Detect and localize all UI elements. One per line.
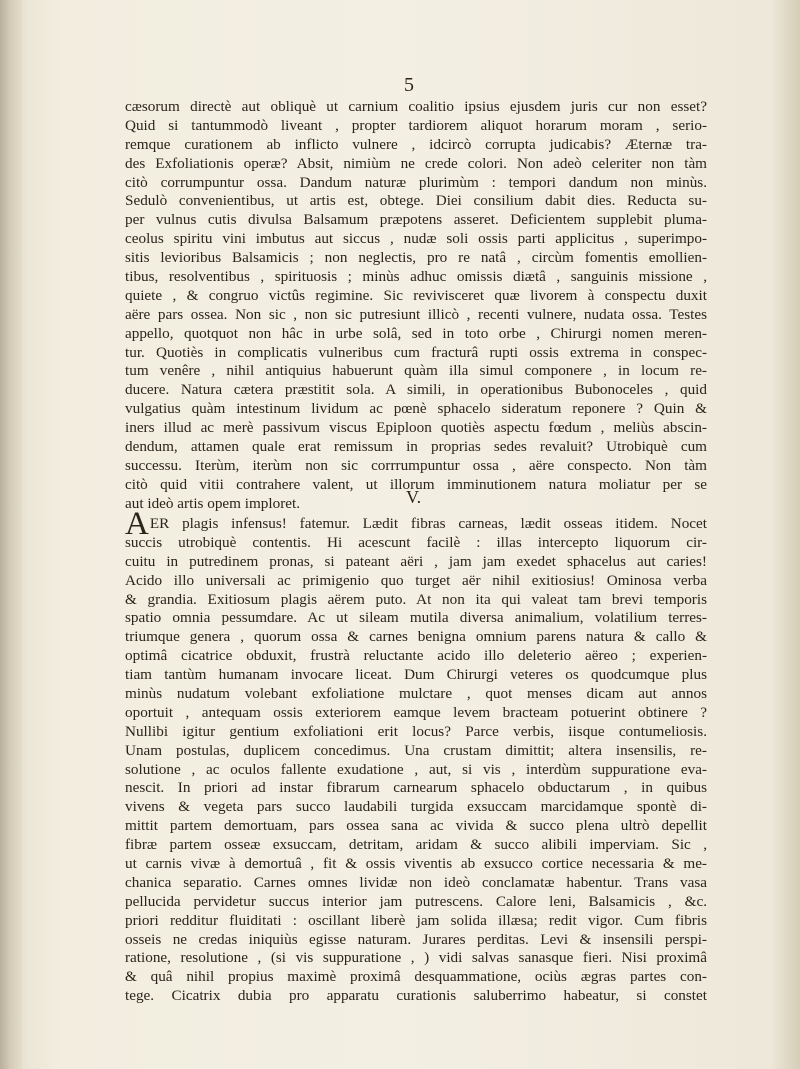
text-line: quiete , & congruo victûs regimine. Sic revivisceret quæ livorem à conspectu duxit <box>125 286 707 304</box>
paragraph-section-4-continued <box>125 98 707 514</box>
text-line: aëre pars ossea. Non sic , non sic putresiunt illicò , recenti vulnere, nudata ossa. Testes <box>125 305 707 323</box>
text-line: Unam postulas, duplicem concedimus. Una crustam dimittit; altera insensilis, re- <box>125 741 707 759</box>
text-line: appello, quotquot non hâc in urbe solâ, sed in toto orbe , Chirurgi nomen meren- <box>125 324 707 342</box>
text-line: osseis ne credas iniquiùs egisse naturam. Jurares perditas. Levi & insensili perspi- <box>125 930 707 948</box>
text-line: mittit partem demortuam, pars ossea sana ac vivida & succo plena ultrò depellit <box>125 817 707 835</box>
text-line: successu. Iterùm, iterùm non sic corrrumpuntur ossa , aëre conspecto. Non tàm <box>125 456 707 474</box>
section-heading-numeral: V. <box>406 487 422 507</box>
text-line: optimâ cicatrice obduxit, frustrà reluctante acido illo deleterio aëreo ; experien- <box>125 647 707 665</box>
text-line: ducere. Natura cætera præstitit sola. A simili, in operationibus Bubonoceles , quid <box>125 381 707 399</box>
text-line: aut ideò artis opem imploret. <box>125 494 301 512</box>
text-line: tur. Quotiès in complicatis vulneribus cum fracturâ rupti ossis extrema in conspec- <box>125 343 707 361</box>
text-line: tiam tantùm humanam invocare liceat. Dum Chirurgi veteres os quodcumque plus <box>125 666 707 684</box>
drop-cap-initial: A <box>125 506 149 542</box>
text-line: ut carnis vivæ à demortuâ , fit & ossis viventis ab exsucco cortice necessaria & me- <box>125 855 707 873</box>
text-line: & quâ nihil propius maximè proximâ desquammatione, ociùs ægras partes con- <box>125 968 707 986</box>
text-line: priori redditur fluiditati : oscillant liberè jam solida illæsa; redit vigor. Cum fibris <box>125 911 707 929</box>
text-line: cuitu in putredinem pronas, si pateant aëri , jam jam exedet sphacelus aut caries! <box>125 552 707 570</box>
text-line: vulgatius quàm intestinum lividum ac pœnè sphacelo sideratum reponere ? Quin & <box>125 400 707 418</box>
text-line: ceolus spiritu vini imbutus aut siccus , nudæ soli ossis parti applicitus , superimpo- <box>125 230 707 248</box>
text-line: per vulnus cutis divulsa Balsamum præpotens asseret. Deficientem supplebit pluma- <box>125 211 707 229</box>
text-line: tege. Cicatrix dubia pro apparatu curationis saluberrimo habeatur, si constet <box>125 987 707 1005</box>
text-line: remque curationem ab inflicto vulnere , idcircò corrupta judicabis? Æternæ tra- <box>125 135 707 153</box>
text-line: tibus, resolventibus , spirituosis ; minùs adhuc omissis diætâ , sanguinis missione , <box>125 268 707 286</box>
text-line: citò corrumpuntur ossa. Dandum naturæ plurimùm : tempori dandum non minùs. <box>125 173 707 191</box>
text-line: fibræ partem osseæ exsuccam, detritam, aridam & succo alibili imperviam. Sic , <box>125 836 707 854</box>
text-line: iners illud ac merè passivum viscus Epiploon quotiès aspectu fœdum , meliùs abscin- <box>125 419 707 437</box>
text-line: dendum, attamen quale erat remissum in proprias sedes revaluit? Utrobiquè cum <box>125 438 707 456</box>
text-line: Quid si tantummodò liveant , propter tardiorem aliquot horarum moram , serio- <box>125 116 707 134</box>
text-line: oportuit , antequam ossis exteriorem eamque levem bracteam potuerint obtinere ? <box>125 703 707 721</box>
text-line: cæsorum directè aut obliquè ut carnium coalitio ipsius ejusdem juris cur non esset? <box>125 98 707 115</box>
text-line: Sedulò convenientibus, ut artis est, obtege. Diei consilium dabit dies. Reducta su- <box>125 192 707 210</box>
text-line: tum venêre , nihil antiquius habuerunt quàm illa simul componere , in locum re- <box>125 362 707 380</box>
text-line: sitis levioribus Balsamicis ; non neglectis, pro re natâ , circùm fomentis emollien- <box>125 249 707 267</box>
first-line-text: ER plagis infensus! fatemur. Lædit fibras carneas, lædit osseas itidem. Nocet <box>149 515 707 532</box>
page-binding-edge <box>0 0 22 1069</box>
text-line: vivens & vegeta pars succo laudabili turgida exsuccam marcidamque spontè di- <box>125 798 707 816</box>
paragraph-section-5 <box>125 506 707 1006</box>
text-line: spatio omnia pessumdare. Ac ut sileam mutila diversa animalium, volatilium terres- <box>125 609 707 627</box>
text-line: citò quid vitii contrahere valent, ut illorum imminutionem natura moliatur per se <box>125 475 707 493</box>
text-line: Acido illo universali ac primigenio quo turget aër nihil exitiosius! Ominosa verba <box>125 571 707 589</box>
text-line: des Exfoliationis operæ? Absit, nimiùm ne crede colori. Non adeò celeriter non tàm <box>125 154 707 172</box>
text-line: & grandia. Exitiosum plagis aërem puto. At non ita qui valeat tam brevi temporis <box>125 590 707 608</box>
text-line: Nullibi igitur gentium exfoliationi erit locus? Parce verbis, iisque contumeliosis. <box>125 722 707 740</box>
text-line: nescit. In priori ad instar fibrarum carnearum sphacelo obductarum , in quibus <box>125 779 707 797</box>
text-line: chanica separatio. Carnes omnes lividæ non ideò conclamatæ habentur. Trans vasa <box>125 873 707 891</box>
text-line: pellucida pervidetur succus interior jam putrescens. Calore leni, Balsamicis , &c. <box>125 892 707 910</box>
text-line: ratione, resolutione , (si vis suppuratione , ) vidi salvas sanasque fieri. Nisi proximâ <box>125 949 707 967</box>
page-number: 5 <box>404 74 414 96</box>
text-line: triumque genera , quorum ossa & carnes benigna omnium parens natura & callo & <box>125 628 707 646</box>
text-line: minùs nudatum volebant exfoliatione mulctare , quot menses dicam aut annos <box>125 685 707 703</box>
text-line: succis utrobiquè contentis. Hi acescunt facilè : illas intercepto liquorum cir- <box>125 533 707 551</box>
text-line: solutione , ac oculos fallente exudatione , aut, si vis , interdùm suppuratione eva- <box>125 760 707 778</box>
